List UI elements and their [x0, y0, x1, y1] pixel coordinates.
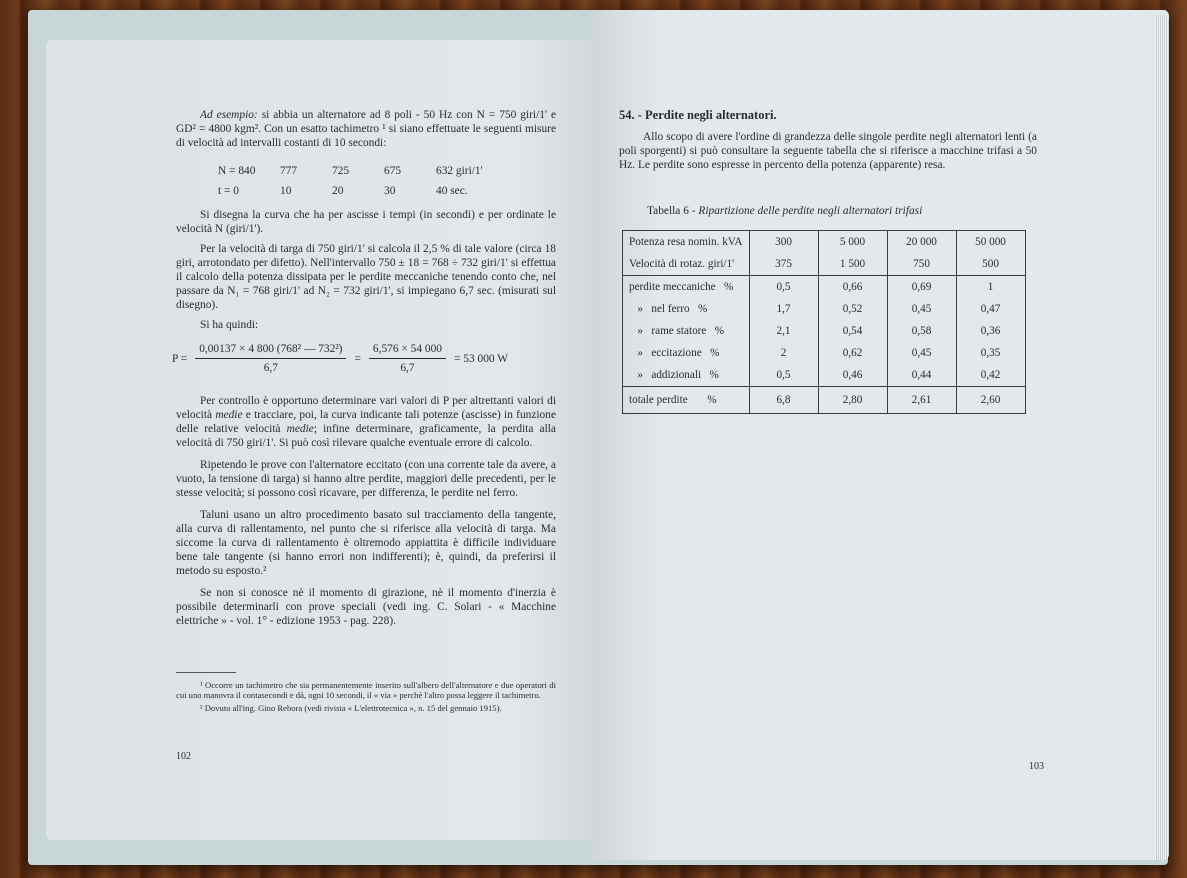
table-cell: 0,54	[818, 320, 887, 342]
footnote: ² Dovuto all'ing. Gino Rebora (vedi rivista « L'elettrotecnica », n. 15 del gennaio 1915).	[200, 703, 502, 713]
formula-rhs: = 53 000 W	[454, 352, 508, 365]
table-cell: 0,58	[887, 320, 956, 342]
table-cell: 2	[749, 342, 818, 364]
left-page	[46, 40, 601, 840]
table-cell: 1,7	[749, 298, 818, 320]
text-run: Per controllo è opportuno determinare vari valori di P per altrettanti valori di velocità	[176, 395, 556, 421]
row-label: » eccitazione %	[629, 347, 720, 359]
table-cell: 2,61	[887, 387, 956, 414]
row-label: Velocità di rotaz. giri/1'	[629, 258, 735, 270]
paragraph: Si disegna la curva che ha per ascisse i tempi (in secondi) e per ordinate le velocità N (giri/1').	[176, 209, 556, 235]
table-cell: 375	[749, 253, 818, 276]
fraction-denominator: 6,7	[263, 362, 278, 374]
fraction-numerator: 0,00137 × 4 800 (768² — 732²)	[195, 342, 346, 359]
text-run: ; infine determinare, graficamente, la perdita alla velocità di 750 giri/1'. Si può così rilevare qualche eventuale errore di calcolo.	[176, 423, 556, 449]
paragraph: Se non si conosce nè il momento di girazione, nè il momento d'inerzia è possibile determinarli con prove speciali (vedi ing. C. Solari - « Macchine elettriche » - vol. 1° - edizione 1953 - pag. 228).	[176, 587, 556, 627]
table-cell: 50 000	[956, 231, 1025, 254]
table-cell: 0,66	[818, 276, 887, 299]
table-cell: 6,8	[749, 387, 818, 414]
text-run-italic: medie	[215, 409, 243, 421]
section-title: 54. - Perdite negli alternatori.	[619, 108, 777, 122]
table-cell: 0,5	[749, 276, 818, 299]
paragraph: Allo scopo di avere l'ordine di grandezza delle singole perdite negli alternatori lenti (a poli sporgenti) si può consultare la seguente tabella che si riferisce a macchine trifasi a 50 Hz. Le perdite sono espresse in percento della potenza (apparente) resa.	[619, 131, 1037, 171]
paragraph: Taluni usano un altro procedimento basato sul tracciamento della tangente, alla curva di rallentamento, nel punto che si riferisce alla velocità di targa. Ma siccome la curva di rallentamento è oltremodo appiattita è difficile individuare bene tale tangente (si hanno errori non indifferenti); è, quindi, da preferirsi il metodo su esposto.²	[176, 509, 556, 577]
row-label: » nel ferro %	[629, 303, 708, 315]
table-row	[623, 298, 1026, 320]
table-row	[623, 320, 1026, 342]
table-row	[623, 342, 1026, 364]
measure-cell: 725	[332, 165, 350, 177]
table-cell: 2,60	[956, 387, 1025, 414]
table-cell: 0,69	[887, 276, 956, 299]
row-label: » addizionali %	[629, 369, 719, 381]
table-cell: 20 000	[887, 231, 956, 254]
paragraph-control	[176, 394, 556, 450]
table-cell: 500	[956, 253, 1025, 276]
table-cell: 0,35	[956, 342, 1025, 364]
table-row	[623, 364, 1026, 387]
formula-lhs: P =	[172, 352, 188, 365]
measure-cell: 20	[332, 185, 344, 197]
formula-fraction-1	[195, 342, 346, 375]
measures-row-speed	[218, 164, 548, 178]
fraction-numerator: 6,576 × 54 000	[369, 342, 446, 359]
measures-table	[218, 164, 548, 198]
measures-row-time	[218, 184, 548, 198]
table-cell: 5 000	[818, 231, 887, 254]
row-label: totale perdite %	[623, 387, 750, 414]
table-cell: 2,80	[818, 387, 887, 414]
row-label: Potenza resa nomin. kVA	[629, 236, 743, 248]
paragraph: Per la velocità di targa di 750 giri/1' si calcola il 2,5 % di tale valore (circa 18 giri, arrotondato per difetto). Nell'intervallo 750 ± 18 = 768 ÷ 732 giri/1' si effettua il calcolo della potenza dissipata per le perdite meccaniche tenendo conto che, nel passare da N₁ = 768 giri/1' ad N₂ = 732 giri/1', si impiegano 6,7 sec. (misurati sul disegno).	[176, 243, 556, 311]
fraction-denominator: 6,7	[400, 362, 415, 374]
right-page	[591, 10, 1169, 860]
caption-title: Ripartizione delle perdite negli alternatori trifasi	[698, 205, 923, 217]
row-label: perdite meccaniche %	[623, 276, 750, 299]
measure-cell: 675	[384, 165, 402, 177]
page-number: 103	[1029, 761, 1044, 772]
table-row	[623, 276, 1026, 299]
table-cell: 1	[956, 276, 1025, 299]
page-number: 102	[176, 751, 191, 762]
page-edges	[1155, 15, 1169, 860]
table-row	[623, 231, 1026, 254]
table-cell: 0,45	[887, 298, 956, 320]
paragraph: Si ha quindi:	[200, 319, 259, 331]
paragraph-group-1	[176, 208, 556, 332]
paragraph-group-2	[176, 394, 556, 628]
footnote-rule	[176, 672, 236, 673]
table-row	[623, 253, 1026, 276]
measure-cell: 30	[384, 185, 396, 197]
losses-table	[622, 230, 1026, 414]
caption-number: Tabella 6 -	[647, 205, 699, 217]
table-cell: 0,62	[818, 342, 887, 364]
formula-fraction-2	[369, 342, 446, 375]
intro-lead: Ad esempio:	[200, 109, 258, 121]
table-cell: 300	[749, 231, 818, 254]
table-cell: 1 500	[818, 253, 887, 276]
open-book	[28, 10, 1168, 865]
power-formula	[172, 342, 562, 375]
row-label: » rame statore %	[629, 325, 725, 337]
table-cell: 0,46	[818, 364, 887, 387]
table-cell: 750	[887, 253, 956, 276]
table-cell: 0,42	[956, 364, 1025, 387]
measure-cell: 777	[280, 165, 298, 177]
table-cell: 2,1	[749, 320, 818, 342]
table-cell: 0,47	[956, 298, 1025, 320]
table-cell: 0,45	[887, 342, 956, 364]
measure-cell: 40 sec.	[436, 185, 468, 197]
paragraph: Ripetendo le prove con l'alternatore eccitato (con una corrente tale da avere, a vuoto, la tensione di targa) si hanno altre perdite, maggiori delle precedenti, per le stesse velocità; si possono così ricavare, per differenza, le perdite nel ferro.	[176, 459, 556, 499]
footnotes	[176, 680, 556, 713]
footnote: ¹ Occorre un tachimetro che sia permanentemente inserito sull'albero dell'alternatore e due operatori di cui uno manovra il contasecondi e dà, ogni 10 secondi, il « via » perchè l'altro possa leggere il tachimetro.	[176, 680, 556, 700]
intro-paragraph	[176, 108, 556, 150]
table-row	[623, 387, 1026, 414]
measure-cell: 10	[280, 185, 292, 197]
text-run: e tracciare, poi, la curva indicante tali potenze (ascisse) in funzione delle relative velocità	[176, 409, 556, 435]
text-run-italic: medie	[286, 423, 314, 435]
table-cell: 0,36	[956, 320, 1025, 342]
table-cell: 0,52	[818, 298, 887, 320]
table-caption	[647, 204, 1047, 218]
intro-text: si abbia un alternatore ad 8 poli - 50 Hz con N = 750 giri/1' e GD² = 4800 kgm². Con un esatto tachimetro ¹ si siano effettuate le seguenti misure di velocità ad intervalli costanti di 10 secondi:	[176, 109, 556, 149]
table-cell: 0,5	[749, 364, 818, 387]
measure-cell: N = 840	[218, 165, 256, 177]
measure-cell: 632 giri/1'	[436, 165, 483, 177]
table-cell: 0,44	[887, 364, 956, 387]
measure-cell: t = 0	[218, 185, 239, 197]
formula-eq: =	[354, 352, 361, 365]
right-intro	[619, 130, 1037, 172]
